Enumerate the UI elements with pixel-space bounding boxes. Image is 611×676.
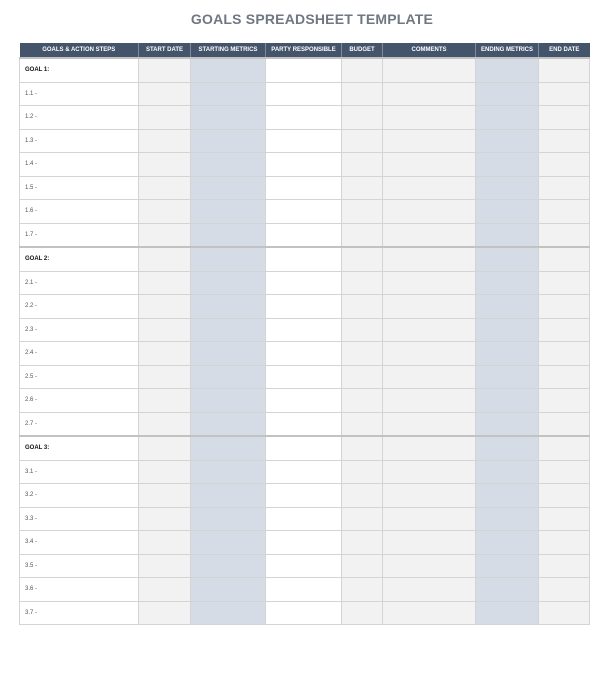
starting-metrics-cell[interactable]: [191, 531, 266, 555]
end-date-cell[interactable]: [539, 554, 590, 578]
budget-cell[interactable]: [342, 82, 383, 106]
action-step-row: [20, 578, 590, 602]
comments-cell[interactable]: [383, 153, 476, 177]
starting-metrics-cell[interactable]: [191, 200, 266, 224]
party-responsible-cell[interactable]: [266, 129, 342, 153]
end-date-cell[interactable]: [539, 389, 590, 413]
action-step-label-cell[interactable]: 2.6 -: [20, 389, 139, 413]
party-responsible-cell[interactable]: [266, 389, 342, 413]
comments-cell[interactable]: [383, 58, 476, 82]
end-date-cell[interactable]: [539, 176, 590, 200]
start-date-cell[interactable]: [139, 484, 191, 508]
party-responsible-cell[interactable]: [266, 200, 342, 224]
start-date-cell[interactable]: [139, 412, 191, 436]
start-date-cell[interactable]: [139, 554, 191, 578]
action-step-label-cell[interactable]: 3.7 -: [20, 601, 139, 625]
starting-metrics-cell[interactable]: [191, 412, 266, 436]
budget-cell[interactable]: [342, 176, 383, 200]
action-step-label-cell[interactable]: 3.1 -: [20, 460, 139, 484]
starting-metrics-cell[interactable]: [191, 436, 266, 460]
party-responsible-cell[interactable]: [266, 507, 342, 531]
action-step-label-cell[interactable]: 2.3 -: [20, 318, 139, 342]
comments-cell[interactable]: [383, 484, 476, 508]
starting-metrics-cell[interactable]: [191, 460, 266, 484]
action-step-row: [20, 106, 590, 130]
budget-cell[interactable]: [342, 129, 383, 153]
end-date-cell[interactable]: [539, 247, 590, 271]
party-responsible-cell[interactable]: [266, 106, 342, 130]
comments-cell[interactable]: [383, 271, 476, 295]
starting-metrics-cell[interactable]: [191, 271, 266, 295]
action-step-row: [20, 601, 590, 625]
action-step-label-cell[interactable]: 3.3 -: [20, 507, 139, 531]
start-date-cell[interactable]: [139, 436, 191, 460]
comments-cell[interactable]: [383, 82, 476, 106]
starting-metrics-cell[interactable]: [191, 223, 266, 247]
comments-cell[interactable]: [383, 554, 476, 578]
party-responsible-cell[interactable]: [266, 531, 342, 555]
column-header-starting-metrics[interactable]: STARTING METRICS: [191, 43, 266, 58]
party-responsible-cell[interactable]: [266, 412, 342, 436]
starting-metrics-cell[interactable]: [191, 365, 266, 389]
end-date-cell[interactable]: [539, 342, 590, 366]
comments-cell[interactable]: [383, 389, 476, 413]
party-responsible-cell[interactable]: [266, 247, 342, 271]
starting-metrics-cell[interactable]: [191, 484, 266, 508]
ending-metrics-cell[interactable]: [476, 436, 539, 460]
goal-label-cell[interactable]: GOAL 1:: [20, 58, 139, 82]
ending-metrics-cell[interactable]: [476, 460, 539, 484]
party-responsible-cell[interactable]: [266, 295, 342, 319]
action-step-label-cell[interactable]: 2.7 -: [20, 412, 139, 436]
end-date-cell[interactable]: [539, 436, 590, 460]
action-step-row: [20, 531, 590, 555]
start-date-cell[interactable]: [139, 460, 191, 484]
budget-cell[interactable]: [342, 484, 383, 508]
start-date-cell[interactable]: [139, 318, 191, 342]
party-responsible-cell[interactable]: [266, 271, 342, 295]
comments-cell[interactable]: [383, 106, 476, 130]
party-responsible-cell[interactable]: [266, 82, 342, 106]
end-date-cell[interactable]: [539, 460, 590, 484]
party-responsible-cell[interactable]: [266, 484, 342, 508]
ending-metrics-cell[interactable]: [476, 200, 539, 224]
ending-metrics-cell[interactable]: [476, 578, 539, 602]
budget-cell[interactable]: [342, 271, 383, 295]
ending-metrics-cell[interactable]: [476, 342, 539, 366]
start-date-cell[interactable]: [139, 365, 191, 389]
party-responsible-cell[interactable]: [266, 601, 342, 625]
ending-metrics-cell[interactable]: [476, 412, 539, 436]
starting-metrics-cell[interactable]: [191, 129, 266, 153]
budget-cell[interactable]: [342, 58, 383, 82]
start-date-cell[interactable]: [139, 295, 191, 319]
ending-metrics-cell[interactable]: [476, 484, 539, 508]
party-responsible-cell[interactable]: [266, 342, 342, 366]
ending-metrics-cell[interactable]: [476, 601, 539, 625]
starting-metrics-cell[interactable]: [191, 176, 266, 200]
starting-metrics-cell[interactable]: [191, 507, 266, 531]
column-header-goals-action-steps[interactable]: GOALS & ACTION STEPS: [20, 43, 139, 58]
end-date-cell[interactable]: [539, 200, 590, 224]
party-responsible-cell[interactable]: [266, 460, 342, 484]
action-step-label-cell[interactable]: 2.5 -: [20, 365, 139, 389]
start-date-cell[interactable]: [139, 247, 191, 271]
comments-cell[interactable]: [383, 223, 476, 247]
column-header-end-date[interactable]: END DATE: [539, 43, 590, 58]
action-step-label-cell[interactable]: 1.4 -: [20, 153, 139, 177]
end-date-cell[interactable]: [539, 153, 590, 177]
action-step-row: [20, 129, 590, 153]
ending-metrics-cell[interactable]: [476, 507, 539, 531]
action-step-label-cell[interactable]: 1.6 -: [20, 200, 139, 224]
action-step-label-cell[interactable]: 3.4 -: [20, 531, 139, 555]
start-date-cell[interactable]: [139, 106, 191, 130]
action-step-row: [20, 223, 590, 247]
comments-cell[interactable]: [383, 601, 476, 625]
goals-spreadsheet-table: [19, 43, 590, 625]
budget-cell[interactable]: [342, 365, 383, 389]
action-step-label-cell[interactable]: 2.1 -: [20, 271, 139, 295]
action-step-label-cell[interactable]: 1.7 -: [20, 223, 139, 247]
action-step-label-cell[interactable]: 1.5 -: [20, 176, 139, 200]
ending-metrics-cell[interactable]: [476, 223, 539, 247]
action-step-label-cell[interactable]: 1.1 -: [20, 82, 139, 106]
start-date-cell[interactable]: [139, 271, 191, 295]
end-date-cell[interactable]: [539, 601, 590, 625]
comments-cell[interactable]: [383, 507, 476, 531]
party-responsible-cell[interactable]: [266, 223, 342, 247]
ending-metrics-cell[interactable]: [476, 271, 539, 295]
starting-metrics-cell[interactable]: [191, 82, 266, 106]
start-date-cell[interactable]: [139, 342, 191, 366]
action-step-row: [20, 295, 590, 319]
end-date-cell[interactable]: [539, 531, 590, 555]
action-step-row: [20, 389, 590, 413]
ending-metrics-cell[interactable]: [476, 318, 539, 342]
comments-cell[interactable]: [383, 436, 476, 460]
action-step-label-cell[interactable]: 3.2 -: [20, 484, 139, 508]
starting-metrics-cell[interactable]: [191, 601, 266, 625]
starting-metrics-cell[interactable]: [191, 389, 266, 413]
end-date-cell[interactable]: [539, 507, 590, 531]
budget-cell[interactable]: [342, 412, 383, 436]
start-date-cell[interactable]: [139, 200, 191, 224]
comments-cell[interactable]: [383, 247, 476, 271]
end-date-cell[interactable]: [539, 412, 590, 436]
budget-cell[interactable]: [342, 106, 383, 130]
starting-metrics-cell[interactable]: [191, 106, 266, 130]
start-date-cell[interactable]: [139, 223, 191, 247]
action-step-row: [20, 460, 590, 484]
start-date-cell[interactable]: [139, 82, 191, 106]
budget-cell[interactable]: [342, 460, 383, 484]
ending-metrics-cell[interactable]: [476, 389, 539, 413]
starting-metrics-cell[interactable]: [191, 342, 266, 366]
budget-cell[interactable]: [342, 247, 383, 271]
action-step-row: [20, 153, 590, 177]
party-responsible-cell[interactable]: [266, 176, 342, 200]
budget-cell[interactable]: [342, 601, 383, 625]
action-step-row: [20, 200, 590, 224]
end-date-cell[interactable]: [539, 129, 590, 153]
comments-cell[interactable]: [383, 295, 476, 319]
comments-cell[interactable]: [383, 578, 476, 602]
budget-cell[interactable]: [342, 578, 383, 602]
start-date-cell[interactable]: [139, 531, 191, 555]
budget-cell[interactable]: [342, 295, 383, 319]
ending-metrics-cell[interactable]: [476, 153, 539, 177]
ending-metrics-cell[interactable]: [476, 295, 539, 319]
end-date-cell[interactable]: [539, 223, 590, 247]
column-header-ending-metrics[interactable]: ENDING METRICS: [476, 43, 539, 58]
ending-metrics-cell[interactable]: [476, 106, 539, 130]
start-date-cell[interactable]: [139, 58, 191, 82]
comments-cell[interactable]: [383, 200, 476, 224]
starting-metrics-cell[interactable]: [191, 578, 266, 602]
goal-row: [20, 58, 590, 82]
action-step-row: [20, 176, 590, 200]
ending-metrics-cell[interactable]: [476, 176, 539, 200]
goal-row: [20, 436, 590, 460]
comments-cell[interactable]: [383, 365, 476, 389]
action-step-row: [20, 507, 590, 531]
budget-cell[interactable]: [342, 200, 383, 224]
comments-cell[interactable]: [383, 531, 476, 555]
end-date-cell[interactable]: [539, 295, 590, 319]
budget-cell[interactable]: [342, 436, 383, 460]
comments-cell[interactable]: [383, 342, 476, 366]
budget-cell[interactable]: [342, 531, 383, 555]
action-step-label-cell[interactable]: 2.4 -: [20, 342, 139, 366]
ending-metrics-cell[interactable]: [476, 58, 539, 82]
ending-metrics-cell[interactable]: [476, 365, 539, 389]
action-step-row: [20, 484, 590, 508]
action-step-label-cell[interactable]: 1.2 -: [20, 106, 139, 130]
column-header-comments[interactable]: COMMENTS: [383, 43, 476, 58]
action-step-label-cell[interactable]: 2.2 -: [20, 295, 139, 319]
budget-cell[interactable]: [342, 507, 383, 531]
starting-metrics-cell[interactable]: [191, 295, 266, 319]
ending-metrics-cell[interactable]: [476, 531, 539, 555]
end-date-cell[interactable]: [539, 106, 590, 130]
action-step-row: [20, 271, 590, 295]
budget-cell[interactable]: [342, 223, 383, 247]
action-step-label-cell[interactable]: 3.5 -: [20, 554, 139, 578]
end-date-cell[interactable]: [539, 318, 590, 342]
comments-cell[interactable]: [383, 129, 476, 153]
action-step-label-cell[interactable]: 1.3 -: [20, 129, 139, 153]
party-responsible-cell[interactable]: [266, 318, 342, 342]
comments-cell[interactable]: [383, 176, 476, 200]
party-responsible-cell[interactable]: [266, 578, 342, 602]
ending-metrics-cell[interactable]: [476, 129, 539, 153]
goal-row: [20, 247, 590, 271]
start-date-cell[interactable]: [139, 578, 191, 602]
budget-cell[interactable]: [342, 554, 383, 578]
starting-metrics-cell[interactable]: [191, 554, 266, 578]
action-step-row: [20, 82, 590, 106]
start-date-cell[interactable]: [139, 153, 191, 177]
starting-metrics-cell[interactable]: [191, 247, 266, 271]
comments-cell[interactable]: [383, 412, 476, 436]
action-step-row: [20, 318, 590, 342]
start-date-cell[interactable]: [139, 507, 191, 531]
column-header-party-responsible[interactable]: PARTY RESPONSIBLE: [266, 43, 342, 58]
party-responsible-cell[interactable]: [266, 58, 342, 82]
end-date-cell[interactable]: [539, 484, 590, 508]
party-responsible-cell[interactable]: [266, 436, 342, 460]
start-date-cell[interactable]: [139, 176, 191, 200]
end-date-cell[interactable]: [539, 271, 590, 295]
action-step-row: [20, 342, 590, 366]
starting-metrics-cell[interactable]: [191, 58, 266, 82]
budget-cell[interactable]: [342, 153, 383, 177]
goal-label-cell[interactable]: GOAL 3:: [20, 436, 139, 460]
comments-cell[interactable]: [383, 460, 476, 484]
start-date-cell[interactable]: [139, 389, 191, 413]
ending-metrics-cell[interactable]: [476, 554, 539, 578]
column-header-start-date[interactable]: START DATE: [139, 43, 191, 58]
action-step-label-cell[interactable]: 3.6 -: [20, 578, 139, 602]
starting-metrics-cell[interactable]: [191, 318, 266, 342]
budget-cell[interactable]: [342, 318, 383, 342]
budget-cell[interactable]: [342, 342, 383, 366]
column-header-budget[interactable]: BUDGET: [342, 43, 383, 58]
start-date-cell[interactable]: [139, 601, 191, 625]
party-responsible-cell[interactable]: [266, 153, 342, 177]
ending-metrics-cell[interactable]: [476, 82, 539, 106]
starting-metrics-cell[interactable]: [191, 153, 266, 177]
action-step-row: [20, 554, 590, 578]
end-date-cell[interactable]: [539, 578, 590, 602]
page-title: GOALS SPREADSHEET TEMPLATE: [190, 11, 434, 27]
start-date-cell[interactable]: [139, 129, 191, 153]
ending-metrics-cell[interactable]: [476, 247, 539, 271]
party-responsible-cell[interactable]: [266, 554, 342, 578]
comments-cell[interactable]: [383, 318, 476, 342]
end-date-cell[interactable]: [539, 365, 590, 389]
end-date-cell[interactable]: [539, 58, 590, 82]
end-date-cell[interactable]: [539, 82, 590, 106]
goal-label-cell[interactable]: GOAL 2:: [20, 247, 139, 271]
action-step-row: [20, 365, 590, 389]
party-responsible-cell[interactable]: [266, 365, 342, 389]
header-row: [20, 43, 590, 58]
action-step-row: [20, 412, 590, 436]
budget-cell[interactable]: [342, 389, 383, 413]
